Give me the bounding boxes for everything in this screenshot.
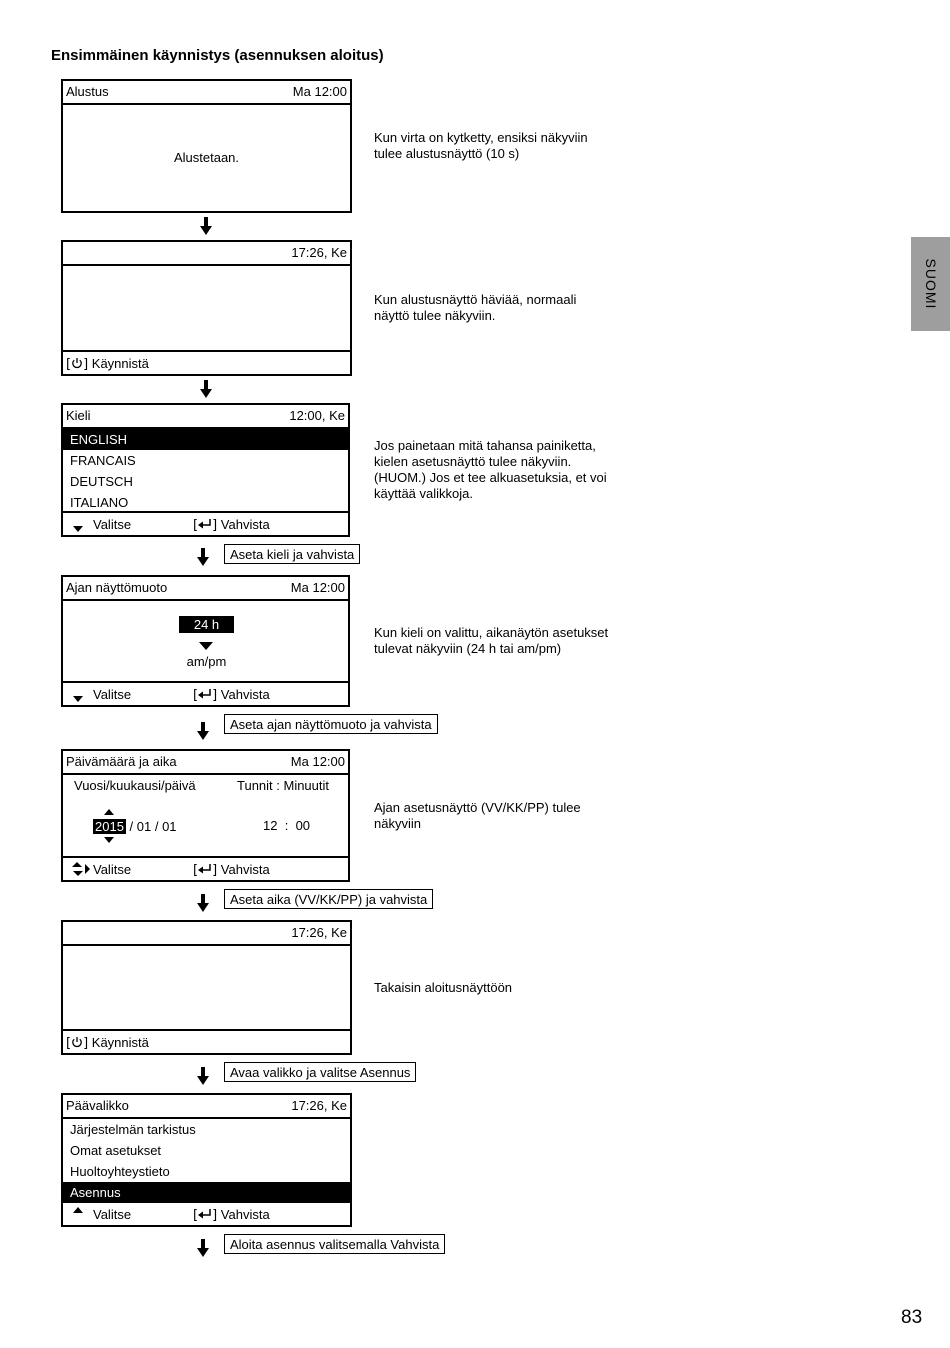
language-option-english[interactable]: ENGLISH	[63, 429, 348, 450]
step-label-5: Aloita asennus valitsemalla Vahvista	[224, 1234, 445, 1254]
down-arrow-icon	[200, 380, 212, 398]
screen-title: Päivämäärä ja aika	[66, 754, 177, 769]
confirm-label: Vahvista	[220, 1207, 270, 1222]
triangle-down-icon	[199, 642, 213, 650]
screen-clock: Ma 12:00	[290, 580, 345, 595]
description-4	[374, 625, 634, 657]
screen-clock: 12:00, Ke	[289, 408, 345, 423]
screen-title: Ajan näyttömuoto	[66, 580, 168, 595]
start-label: Käynnistä	[91, 356, 149, 371]
select-label: Valitse	[93, 1207, 132, 1222]
screen-header	[63, 405, 348, 429]
down-arrow-icon	[197, 1067, 209, 1085]
description-line: tulevat näkyviin (24 h tai am/pm)	[374, 641, 562, 656]
confirm-label: Vahvista	[220, 517, 270, 532]
enter-icon	[198, 1209, 212, 1219]
screen-clock: Ma 12:00	[292, 84, 347, 99]
page-title: Ensimmäinen käynnistys (asennuksen aloitus)	[51, 47, 384, 64]
triangle-down-icon	[73, 526, 83, 532]
date-column-label: Vuosi/kuukausi/päivä	[74, 778, 196, 793]
screen-title: Päävalikko	[66, 1098, 129, 1113]
month-day-field: / 01 / 01	[129, 819, 177, 834]
screen-clock: Ma 12:00	[290, 754, 345, 769]
screen-header	[63, 1095, 350, 1119]
down-arrow-icon	[197, 1239, 209, 1257]
power-icon	[71, 1036, 83, 1048]
language-screen	[61, 403, 350, 537]
triangle-up-icon	[104, 809, 114, 815]
date-time-screen	[61, 749, 350, 882]
confirm-button[interactable]: [ ] Vahvista	[193, 1207, 270, 1223]
description-line: Takaisin aloitusnäyttöön	[374, 980, 513, 995]
description-line: käyttää valikkoja.	[374, 486, 473, 501]
triangle-down-icon	[104, 837, 114, 843]
power-icon	[71, 357, 83, 369]
year-field[interactable]: 2015	[95, 819, 124, 834]
time-column-label: Tunnit : Minuutit	[237, 778, 330, 793]
screen-footer	[63, 511, 348, 535]
language-option-italiano[interactable]: ITALIANO	[70, 495, 129, 510]
down-arrow-icon	[200, 217, 212, 235]
confirm-label: Vahvista	[220, 862, 270, 877]
select-label: Valitse	[93, 517, 132, 532]
step-label-2: Aseta ajan näyttömuoto ja vahvista	[224, 714, 438, 734]
step-label-1: Aseta kieli ja vahvista	[224, 544, 360, 564]
enter-icon	[198, 519, 212, 529]
screen-footer	[63, 681, 348, 705]
triangle-up-icon	[73, 1207, 83, 1213]
four-way-arrow-icon	[72, 861, 92, 877]
description-line: tulee alustusnäyttö (10 s)	[374, 146, 520, 161]
menu-item-system-check[interactable]: Järjestelmän tarkistus	[70, 1122, 196, 1137]
confirm-button[interactable]: [ ] Vahvista	[193, 517, 270, 533]
page-number: 83	[901, 1307, 923, 1328]
step-label-3: Aseta aika (VV/KK/PP) ja vahvista	[224, 889, 433, 909]
down-arrow-icon	[197, 722, 209, 740]
screen-footer	[63, 856, 348, 880]
confirm-label: Vahvista	[220, 687, 270, 702]
screen-title: Alustus	[66, 84, 109, 99]
time-format-screen	[61, 575, 350, 707]
select-label: Valitse	[93, 862, 132, 877]
screen-header	[63, 242, 350, 266]
description-line: näyttö tulee näkyviin.	[374, 308, 496, 323]
description-2	[374, 292, 634, 324]
init-message: Alustetaan.	[173, 150, 240, 165]
description-5	[374, 800, 634, 832]
down-arrow-icon	[197, 894, 209, 912]
home-screen	[61, 240, 352, 376]
screen-footer	[63, 350, 350, 374]
screen-header	[63, 577, 348, 601]
description-3	[374, 438, 634, 502]
description-line: Ajan asetusnäyttö (VV/KK/PP) tulee	[374, 800, 581, 815]
side-tab-label: SUOMI	[922, 258, 939, 310]
step-label-4: Avaa valikko ja valitse Asennus	[224, 1062, 416, 1082]
time-value[interactable]	[263, 818, 310, 833]
triangle-down-icon	[73, 696, 83, 702]
description-1	[374, 130, 634, 162]
menu-item-own-settings[interactable]: Omat asetukset	[70, 1143, 162, 1158]
menu-item-service-contact[interactable]: Huoltoyhteystieto	[70, 1164, 170, 1179]
home-screen-return	[61, 920, 352, 1055]
screen-clock: 17:26, Ke	[291, 1098, 347, 1113]
confirm-button[interactable]: [ ] Vahvista	[193, 687, 270, 703]
start-label: Käynnistä	[91, 1035, 149, 1050]
screen-clock: 17:26, Ke	[291, 925, 347, 940]
hours-field: 12	[263, 818, 278, 833]
screen-header	[63, 922, 350, 946]
date-value[interactable]	[93, 819, 177, 834]
description-6	[374, 980, 634, 996]
power-button[interactable]: [ ] Käynnistä	[66, 356, 149, 372]
format-option-ampm[interactable]: am/pm	[186, 654, 227, 669]
init-screen	[61, 79, 352, 213]
menu-item-installation[interactable]: Asennus	[63, 1182, 350, 1203]
minutes-field: 00	[295, 818, 311, 833]
description-line: (HUOM.) Jos et tee alkuasetuksia, et voi	[374, 470, 607, 485]
select-label: Valitse	[93, 687, 132, 702]
time-separator: :	[284, 818, 289, 833]
description-line: kielen asetusnäyttö tulee näkyviin.	[374, 454, 572, 469]
screen-footer	[63, 1201, 350, 1225]
description-line: Kun kieli on valittu, aikanäytön asetukset	[374, 625, 609, 640]
screen-clock: 17:26, Ke	[291, 245, 347, 260]
screen-footer	[63, 1029, 350, 1053]
confirm-button[interactable]: [ ] Vahvista	[193, 862, 270, 878]
language-option-deutsch[interactable]: DEUTSCH	[70, 474, 133, 489]
power-button[interactable]: [ ] Käynnistä	[66, 1035, 149, 1051]
screen-title: Kieli	[66, 408, 91, 423]
enter-icon	[198, 689, 212, 699]
language-side-tab	[911, 237, 950, 331]
down-arrow-icon	[197, 548, 209, 566]
description-line: Kun virta on kytketty, ensiksi näkyviin	[374, 130, 588, 145]
format-option-24h[interactable]: 24 h	[179, 616, 234, 633]
enter-icon	[198, 864, 212, 874]
screen-header	[63, 81, 350, 105]
description-line: näkyviin	[374, 816, 421, 831]
description-line: Kun alustusnäyttö häviää, normaali	[374, 292, 577, 307]
screen-header	[63, 751, 348, 775]
description-line: Jos painetaan mitä tahansa painiketta,	[374, 438, 596, 453]
main-menu-screen	[61, 1093, 352, 1227]
language-option-francais[interactable]: FRANCAIS	[70, 453, 136, 468]
